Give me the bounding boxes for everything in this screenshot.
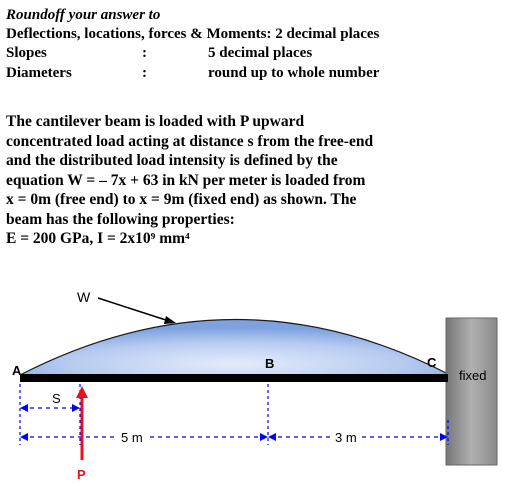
problem-line-1: The cantilever beam is loaded with P upward [6, 113, 305, 130]
problem-line-4: equation W = – 7x + 63 in kN per meter is loaded from [6, 171, 366, 189]
slopes-value: 5 decimal places [208, 45, 313, 61]
diameters-colon: : [142, 65, 147, 81]
load-label-w: W [77, 289, 91, 305]
problem-line-2: concentrated load acting at distance s from the free-end [6, 132, 374, 150]
diameters-label: Diameters [6, 65, 72, 81]
rounding-rule-deflections: Deflections, locations, forces & Moments: 2 decimal places [6, 26, 380, 42]
problem-line-7: E = 200 GPa, I = 2x10⁹ mm⁴ [6, 230, 190, 247]
problem-line-6: beam has the following properties: [6, 210, 235, 228]
point-a-label: A [12, 363, 22, 378]
dimension-s-label: S [52, 391, 61, 406]
problem-line-3: and the distributed load intensity is defined by the [6, 152, 338, 169]
force-p-label: P [77, 467, 86, 482]
fixed-label: fixed [459, 368, 487, 383]
point-c-label: C [427, 355, 437, 370]
slopes-colon: : [142, 45, 147, 61]
dimension-3m-label: 3 m [335, 430, 357, 445]
beam [20, 374, 448, 382]
fixed-support [446, 318, 497, 465]
dimension-arrowheads [20, 404, 448, 441]
problem-line-5: x = 0m (free end) to x = 9m (fixed end) as shown. The [6, 191, 357, 208]
load-pointer-line [98, 298, 172, 322]
roundoff-title: Roundoff your answer to [6, 7, 161, 23]
force-p-arrowhead [76, 386, 88, 398]
load-pointer-arrowhead [164, 316, 176, 324]
distributed-load-area [20, 320, 450, 376]
diameters-value: round up to whole number [208, 65, 380, 81]
slopes-label: Slopes [6, 45, 47, 61]
dimension-5m-label: 5 m [121, 430, 143, 445]
point-b-label: B [265, 356, 275, 371]
